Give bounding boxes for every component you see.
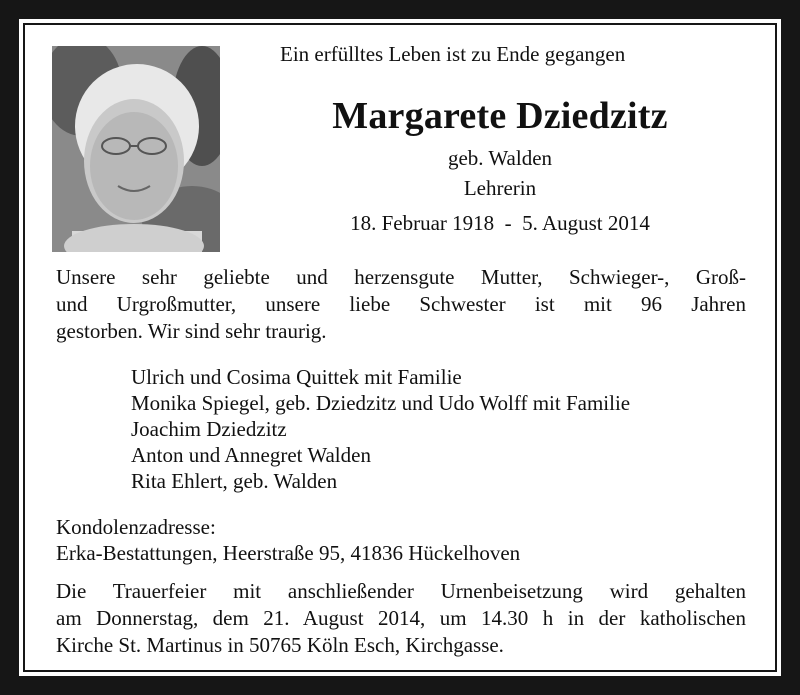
funeral-line: am Donnerstag, dem 21. August 2014, um 14.30 h in der katholischen [56, 606, 746, 630]
mourner-entry: Joachim Dziedzitz [131, 417, 287, 441]
funeral-text [56, 578, 746, 659]
announcement-line: und Urgroßmutter, unsere liebe Schwester ist mit 96 Jahren [56, 292, 746, 316]
mourners-list [131, 364, 751, 494]
portrait-image [52, 46, 220, 252]
mourner-entry: Rita Ehlert, geb. Walden [131, 469, 338, 493]
condolence-address: Erka-Bestattungen, Heerstraße 95, 41836 Hückelhoven [56, 541, 521, 565]
profession: Lehrerin [463, 176, 537, 200]
life-dates: 18. Februar 1918 - 5. August 2014 [350, 211, 650, 235]
portrait-photo [52, 46, 220, 252]
condolence-label: Kondolenzadresse: [56, 515, 216, 539]
mourner-entry: Anton und Annegret Walden [131, 443, 371, 467]
condolence-block [56, 514, 746, 566]
announcement-line: Unsere sehr geliebte und herzensgute Mutter, Schwieger-, Groß- [56, 265, 746, 289]
birth-name: geb. Walden [447, 146, 553, 170]
mourner-entry: Monika Spiegel, geb. Dziedzitz und Udo Wolff mit Familie [131, 391, 631, 415]
motto-line: Ein erfülltes Leben ist zu Ende gegangen [280, 42, 626, 66]
mourner-entry: Ulrich und Cosima Quittek mit Familie [131, 365, 462, 389]
deceased-name: Margarete Dziedzitz [332, 95, 668, 137]
announcement-line: gestorben. Wir sind sehr traurig. [56, 319, 327, 343]
announcement-text [56, 264, 746, 345]
funeral-line: Die Trauerfeier mit anschließender Urnenbeisetzung wird gehalten [56, 579, 746, 603]
funeral-line: Kirche St. Martinus in 50765 Köln Esch, Kirchgasse. [56, 633, 504, 657]
